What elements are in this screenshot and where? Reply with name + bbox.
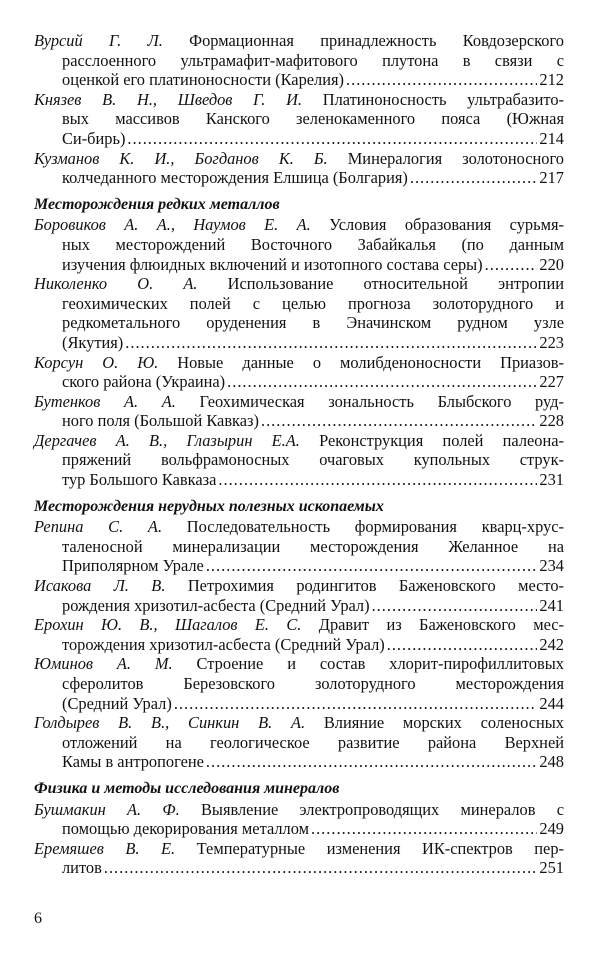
entry-line bbox=[34, 596, 564, 616]
entry-title-text: Последовательность формирования кварц-хрус- bbox=[186, 517, 564, 537]
toc-entry bbox=[34, 713, 564, 772]
entry-line bbox=[34, 800, 564, 820]
entry-author: Бутенков А. А. bbox=[34, 391, 176, 411]
entry-title-text: Строение и состав хлорит-пирофиллитовых bbox=[196, 654, 564, 674]
entry-line bbox=[34, 556, 564, 576]
entry-title-text: колчеданного месторождения Елшица (Болгария) bbox=[62, 168, 408, 188]
entry-line-text bbox=[62, 858, 102, 878]
entry-line bbox=[34, 392, 564, 412]
entry-line-text bbox=[34, 615, 564, 634]
entry-line bbox=[34, 70, 564, 90]
entry-line bbox=[34, 470, 564, 490]
entry-line bbox=[34, 635, 564, 655]
entry-title-text: ных месторождений Восточного Забайкалья (по данным bbox=[62, 234, 564, 254]
entry-line bbox=[34, 858, 564, 878]
toc-entry bbox=[34, 615, 564, 654]
entry-line bbox=[34, 537, 564, 557]
entry-title-text: тур Большого Кавказа bbox=[62, 470, 217, 490]
entry-line bbox=[34, 31, 564, 51]
entry-line bbox=[34, 654, 564, 674]
entry-author: Дергачев А. В., Глазырин Е.А. bbox=[34, 430, 300, 450]
entry-line-text bbox=[62, 819, 309, 839]
entry-line-text bbox=[62, 109, 564, 128]
entry-author: Вурсий Г. Л. bbox=[34, 31, 163, 50]
entry-line bbox=[34, 517, 564, 537]
entry-line-text bbox=[62, 313, 564, 332]
dot-leader bbox=[485, 255, 538, 275]
entry-title-text: литов bbox=[62, 858, 102, 878]
entry-line bbox=[34, 372, 564, 392]
entry-title-text: Геохимическая зональность Блыбского руд- bbox=[199, 391, 564, 411]
entry-title-text: изучения флюидных включений и изотопного состава серы) bbox=[62, 254, 483, 274]
entry-line-text bbox=[62, 752, 204, 772]
entry-author: Голдырев В. В., Синкин В. А. bbox=[34, 713, 306, 733]
dot-leader bbox=[104, 858, 538, 878]
entry-title-text: Платиноносность ультрабазито- bbox=[322, 89, 564, 109]
toc-entry bbox=[34, 839, 564, 878]
entry-line-text bbox=[34, 713, 564, 732]
entry-line-text bbox=[34, 90, 564, 109]
entry-title-text: Камы в антропогене bbox=[62, 752, 204, 772]
entry-line-text bbox=[62, 70, 344, 90]
entry-author: Кузманов К. И., Богданов К. Б. bbox=[34, 148, 328, 168]
section-heading: Месторождения нерудных полезных ископаемых bbox=[34, 497, 384, 515]
entry-line bbox=[34, 294, 564, 314]
entry-title-text: отложений на геологическое развитие района Верхней bbox=[62, 732, 564, 752]
entry-author: Боровиков А. А., Наумов Е. А. bbox=[34, 215, 311, 235]
entry-line bbox=[34, 615, 564, 635]
entry-page-number: 220 bbox=[539, 254, 564, 274]
entry-author: Николенко О. А. bbox=[34, 274, 198, 294]
entry-line-text bbox=[34, 31, 564, 50]
entry-line bbox=[34, 168, 564, 188]
entry-line bbox=[34, 353, 564, 373]
dot-leader bbox=[261, 411, 537, 431]
dot-leader bbox=[125, 333, 537, 353]
entry-line-text bbox=[34, 517, 564, 536]
entry-line-text bbox=[62, 235, 564, 254]
entry-author: Князев В. Н., Шведов Г. И. bbox=[34, 89, 303, 109]
entry-line bbox=[34, 109, 564, 129]
entry-page-number: 248 bbox=[539, 752, 564, 772]
entry-page-number: 231 bbox=[539, 470, 564, 490]
entry-title-text: вых массивов Канского зеленокаменного пояса (Южная bbox=[62, 109, 564, 129]
entry-page-number: 234 bbox=[539, 556, 564, 576]
entry-line-text bbox=[62, 333, 123, 353]
dot-leader bbox=[206, 752, 538, 772]
entry-line-text bbox=[34, 654, 564, 673]
entry-title-text: пряжений вольфрамоносных очаговых купольных струк- bbox=[62, 450, 564, 470]
dot-leader bbox=[218, 470, 537, 490]
entry-line bbox=[34, 333, 564, 353]
dot-leader bbox=[127, 129, 537, 149]
entry-title-text: Реконструкция полей палеона- bbox=[319, 430, 564, 450]
dot-leader bbox=[372, 596, 538, 616]
entry-title-text: Си-бирь) bbox=[62, 128, 126, 148]
entry-title-text: сферолитов Березовского золоторудного месторождения bbox=[62, 674, 564, 693]
entry-page-number: 242 bbox=[539, 634, 564, 654]
entry-title-text: расслоенного ультрамафит-мафитового плутона в связи с bbox=[62, 50, 564, 70]
page-number: 6 bbox=[34, 910, 42, 927]
entry-line-text bbox=[62, 470, 216, 490]
entry-line bbox=[34, 255, 564, 275]
entry-title-text: Новые данные о молибденоносности Приазов- bbox=[177, 352, 564, 372]
entry-line-text bbox=[62, 168, 408, 188]
entry-line bbox=[34, 149, 564, 169]
entry-title-text: таленосной минерализации месторождения Желанное на bbox=[62, 536, 564, 556]
entry-line-text bbox=[62, 372, 225, 392]
section-heading: Физика и методы исследования минералов bbox=[34, 779, 340, 797]
entry-title-text: помощью декорирования металлом bbox=[62, 819, 309, 839]
entry-line-text bbox=[62, 294, 564, 313]
dot-leader bbox=[227, 372, 537, 392]
entry-line bbox=[34, 215, 564, 235]
entry-line bbox=[34, 411, 564, 431]
entry-page-number: 249 bbox=[539, 819, 564, 839]
entry-page-number: 251 bbox=[539, 858, 564, 878]
entry-page-number: 244 bbox=[539, 693, 564, 713]
entry-title-text: оценкой его платиноносности (Карелия) bbox=[62, 70, 344, 90]
entry-page-number: 214 bbox=[539, 128, 564, 148]
entry-page-number: 227 bbox=[539, 372, 564, 392]
entry-author: Репина С. А. bbox=[34, 517, 163, 537]
toc-entry bbox=[34, 353, 564, 392]
entry-line-text bbox=[62, 411, 259, 431]
entry-line bbox=[34, 313, 564, 333]
table-of-contents bbox=[34, 31, 564, 878]
entry-author: Юминов А. М. bbox=[34, 654, 173, 674]
entry-title-text: (Средний Урал) bbox=[62, 693, 172, 713]
toc-entry bbox=[34, 576, 564, 615]
entry-line-text bbox=[34, 839, 564, 858]
entry-line-text bbox=[62, 674, 564, 693]
entry-title-text: редкометального оруденения в Эначинском рудном узле bbox=[62, 313, 564, 333]
entry-line bbox=[34, 674, 564, 694]
entry-line-text bbox=[62, 51, 564, 70]
entry-title-text: геохимических полей с целью прогноза золоторудного и bbox=[62, 293, 564, 313]
toc-entry bbox=[34, 90, 564, 149]
entry-title-text: Минералогия золотоносного bbox=[347, 148, 564, 168]
entry-line bbox=[34, 713, 564, 733]
toc-entry bbox=[34, 392, 564, 431]
entry-title-text: Выявление электропроводящих минералов с bbox=[201, 799, 564, 819]
entry-line-text bbox=[62, 635, 385, 655]
entry-line-text bbox=[62, 694, 172, 714]
entry-line-text bbox=[62, 537, 564, 556]
entry-author: Еремяшев В. Е. bbox=[34, 838, 176, 858]
dot-leader bbox=[311, 819, 537, 839]
entry-line bbox=[34, 752, 564, 772]
entry-title-text: Использование относительной энтропии bbox=[227, 274, 564, 294]
entry-author: Исакова Л. В. bbox=[34, 576, 166, 596]
entry-title-text: Температурные изменения ИК-спектров пер- bbox=[196, 838, 564, 858]
dot-leader bbox=[206, 556, 538, 576]
entry-line bbox=[34, 431, 564, 451]
entry-line bbox=[34, 733, 564, 753]
entry-line-text bbox=[34, 149, 564, 168]
entry-line-text bbox=[34, 392, 564, 411]
entry-line bbox=[34, 129, 564, 149]
entry-line bbox=[34, 576, 564, 596]
entry-line-text bbox=[62, 733, 564, 752]
dot-leader bbox=[410, 168, 538, 188]
entry-page-number: 228 bbox=[539, 411, 564, 431]
entry-line bbox=[34, 51, 564, 71]
entry-line-text bbox=[34, 215, 564, 234]
entry-line-text bbox=[62, 556, 204, 576]
entry-page-number: 241 bbox=[539, 595, 564, 615]
entry-line-text bbox=[34, 353, 564, 372]
entry-line bbox=[34, 90, 564, 110]
entry-title-text: рождения хризотил-асбеста (Средний Урал) bbox=[62, 595, 370, 615]
toc-entry bbox=[34, 149, 564, 188]
entry-title-text: ского района (Украина) bbox=[62, 372, 226, 392]
entry-author: Бушмакин А. Ф. bbox=[34, 799, 180, 819]
entry-line-text bbox=[34, 274, 564, 293]
entry-line bbox=[34, 839, 564, 859]
toc-entry bbox=[34, 800, 564, 839]
entry-line-text bbox=[62, 596, 370, 616]
dot-leader bbox=[387, 635, 538, 655]
toc-entry bbox=[34, 517, 564, 576]
entry-page-number: 212 bbox=[539, 70, 564, 90]
entry-title-text: Петрохимия родингитов Баженовского место- bbox=[187, 576, 565, 596]
entry-line-text bbox=[62, 450, 564, 469]
entry-line-text bbox=[34, 431, 564, 450]
toc-entry bbox=[34, 654, 564, 713]
entry-line bbox=[34, 235, 564, 255]
entry-author: Ерохин Ю. В., Шагалов Е. С. bbox=[34, 615, 302, 635]
entry-page-number: 223 bbox=[539, 332, 564, 352]
entry-line bbox=[34, 694, 564, 714]
toc-entry bbox=[34, 215, 564, 274]
entry-line-text bbox=[62, 255, 483, 275]
entry-line bbox=[34, 450, 564, 470]
entry-line bbox=[34, 819, 564, 839]
entry-title-text: Условия образования сурьмя- bbox=[329, 215, 564, 235]
entry-line-text bbox=[34, 800, 564, 819]
toc-entry bbox=[34, 274, 564, 352]
entry-line-text bbox=[62, 129, 125, 149]
entry-author: Корсун О. Ю. bbox=[34, 352, 159, 372]
section-heading: Месторождения редких металлов bbox=[34, 195, 280, 213]
entry-title-text: торождения хризотил-асбеста (Средний Урал) bbox=[62, 634, 385, 654]
dot-leader bbox=[346, 70, 537, 90]
entry-line-text bbox=[34, 576, 564, 595]
entry-title-text: Влияние морских соленосных bbox=[323, 713, 564, 733]
entry-page-number: 217 bbox=[539, 168, 564, 188]
entry-title-text: (Якутия) bbox=[62, 332, 124, 352]
entry-title-text: Формационная принадлежность Ковдозерского bbox=[189, 31, 565, 50]
entry-title-text: Дравит из Баженовского мес- bbox=[318, 615, 564, 635]
entry-title-text: ного поля (Большой Кавказ) bbox=[62, 411, 259, 431]
toc-entry bbox=[34, 431, 564, 490]
dot-leader bbox=[174, 694, 538, 714]
entry-line bbox=[34, 274, 564, 294]
toc-entry bbox=[34, 31, 564, 90]
entry-title-text: Приполярном Урале bbox=[62, 556, 204, 576]
